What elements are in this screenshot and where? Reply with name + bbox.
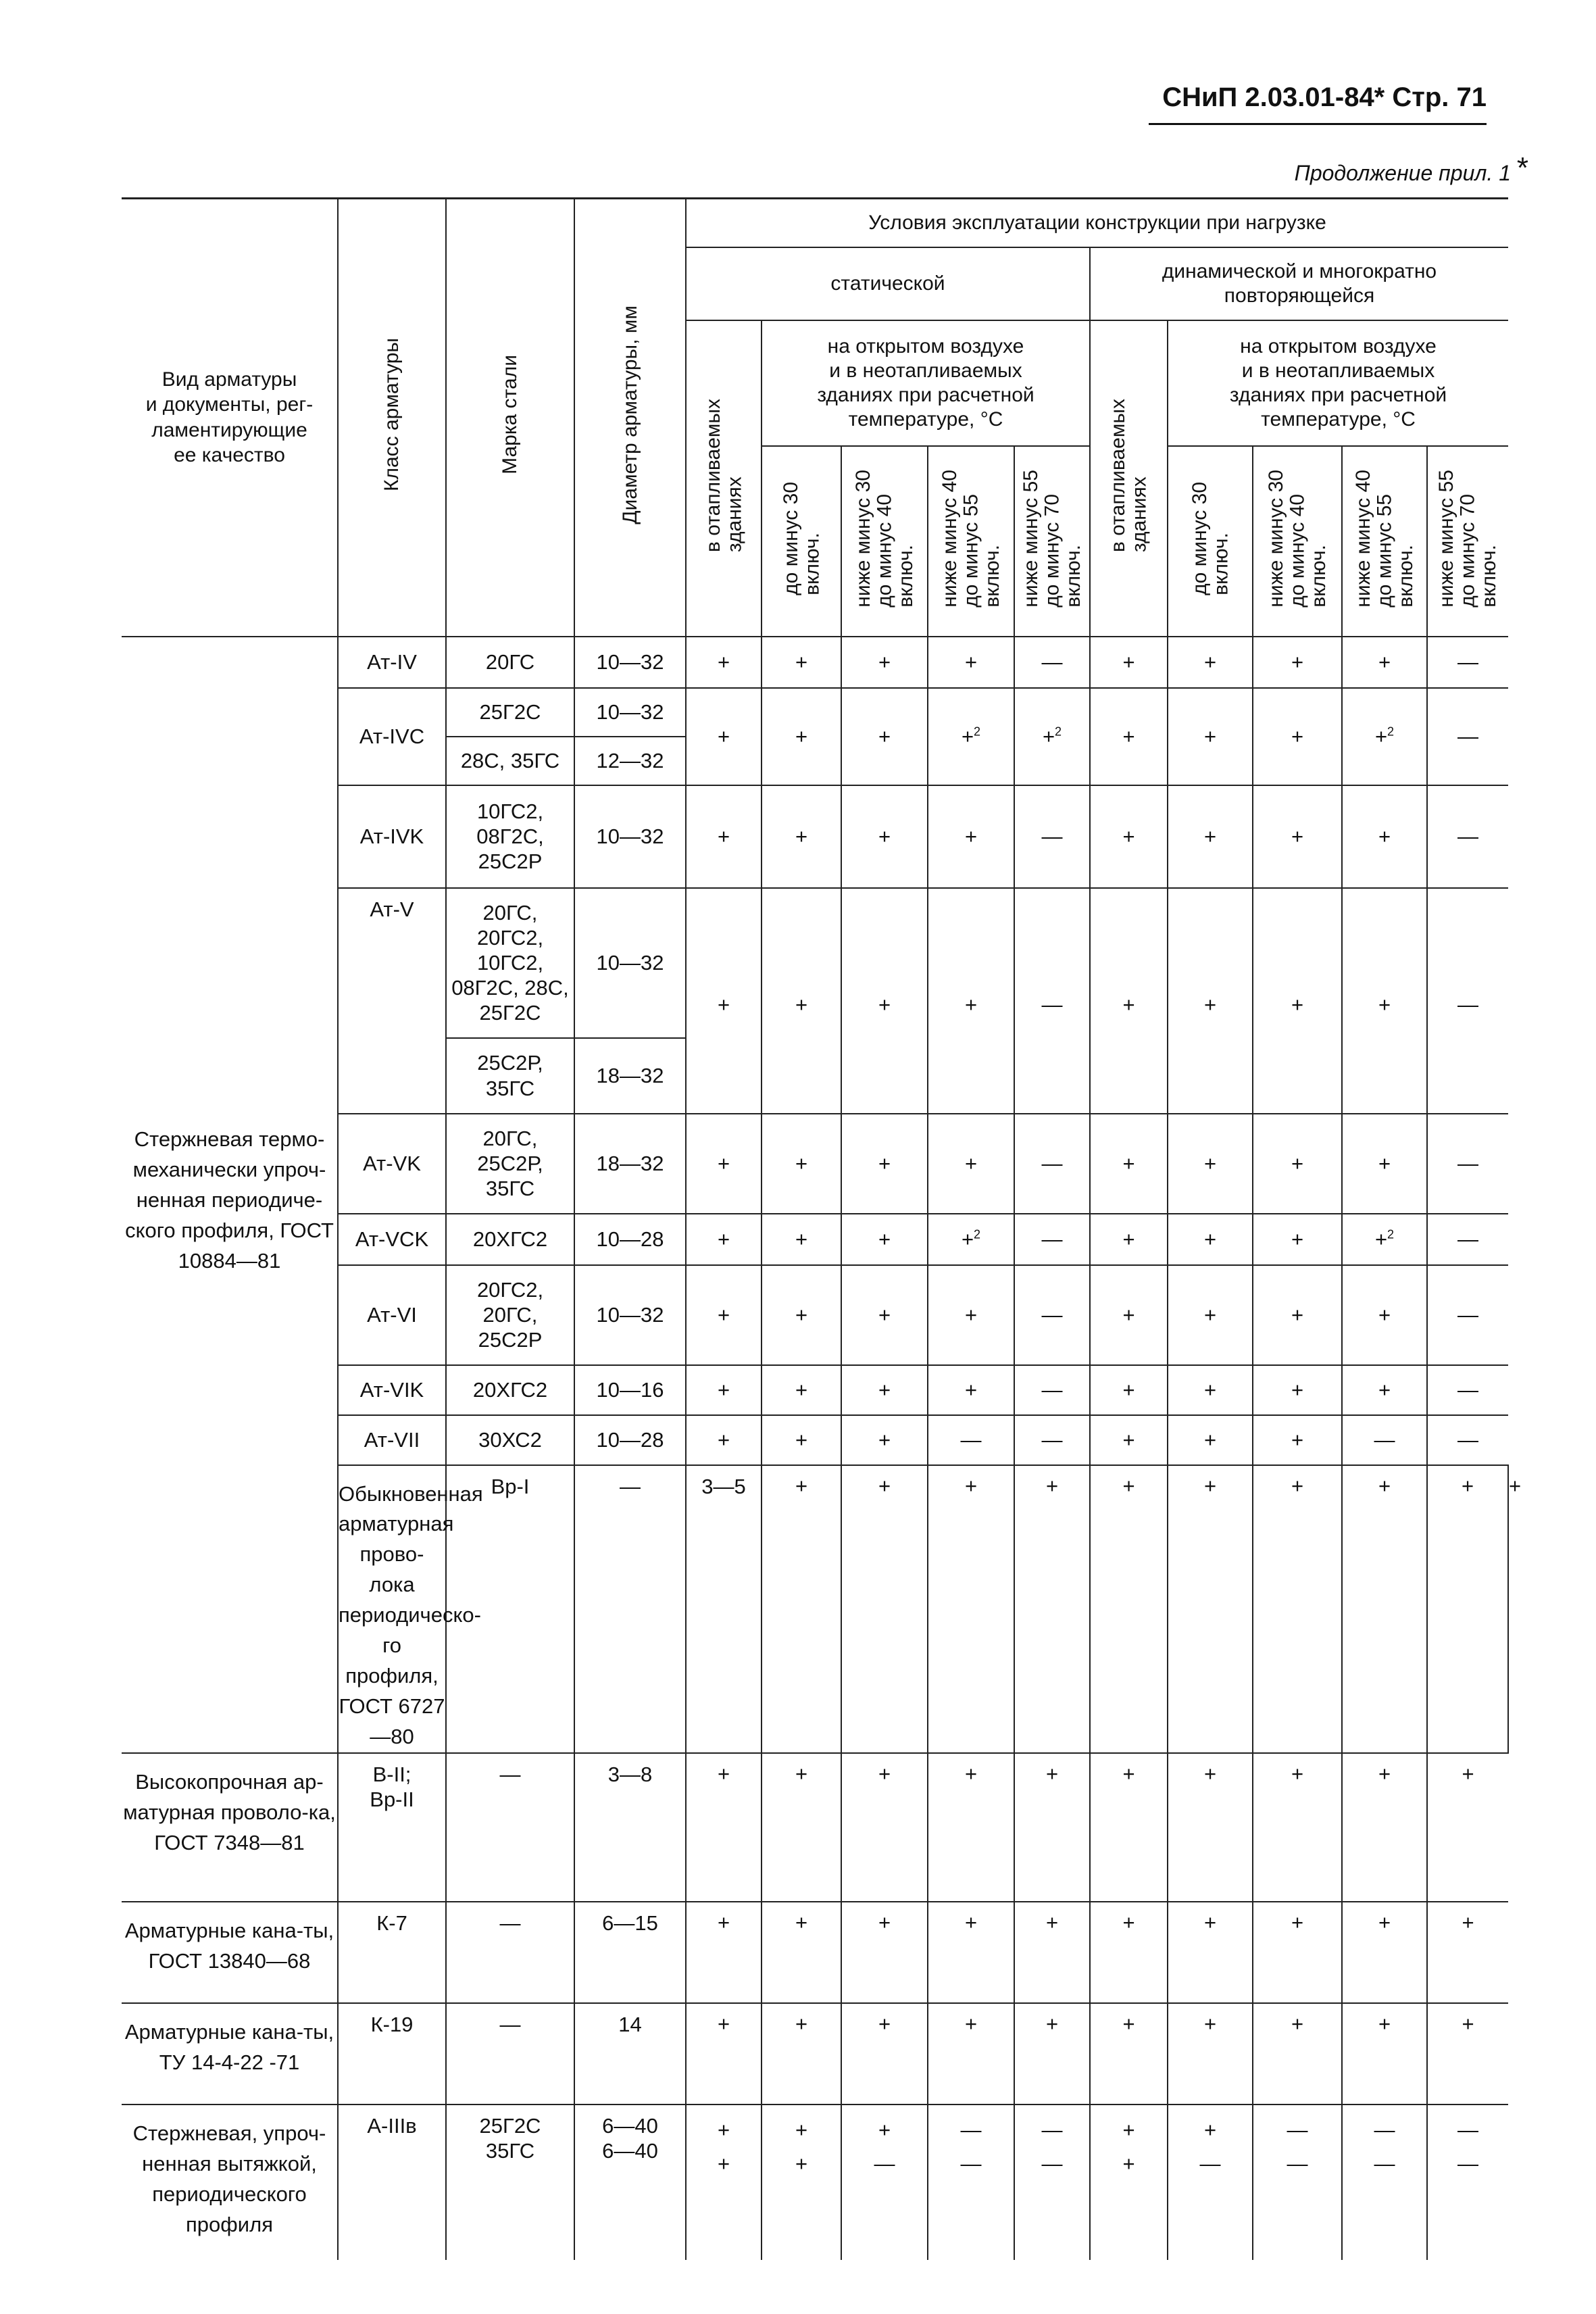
value-cell: +	[1090, 1265, 1168, 1365]
value-cell: +	[928, 785, 1014, 888]
value-cell: +	[686, 1415, 762, 1465]
value-cell: +	[841, 1214, 928, 1265]
value-cell: +	[1342, 2003, 1427, 2104]
value-cell: +	[1342, 1465, 1427, 1753]
temp-dynamic-1: до минус 30 включ.	[1168, 446, 1253, 637]
value-cell: —	[1427, 1415, 1508, 1465]
table-row	[122, 2104, 1508, 2260]
value-cell: +	[1253, 785, 1342, 888]
table-row	[122, 2003, 1508, 2104]
value-cell: + —	[1168, 2104, 1253, 2260]
grade-cell: 28С, 35ГС	[446, 737, 574, 785]
value-cell: + +	[686, 2104, 762, 2260]
value-cell: +	[1427, 1902, 1508, 2003]
value-cell: —	[1427, 1265, 1508, 1365]
value-cell: +	[1090, 1465, 1168, 1753]
table-row: Обыкновенная арматурная прово-лока периодическо-го профиля, ГОСТ 6727—80 Вр-I — 3—5 + + + + + + + + + +	[122, 1465, 1508, 1753]
value-cell: +	[762, 2003, 841, 2104]
col-class-header: Класс арматуры	[338, 199, 446, 637]
value-cell: +	[762, 888, 841, 1114]
class-cell: Ат-VII	[338, 1415, 446, 1465]
value-cell: +	[1014, 2003, 1090, 2104]
value-cell: +	[1253, 688, 1342, 785]
reinforcement-table	[122, 197, 1522, 2260]
value-cell: +	[1090, 2003, 1168, 2104]
grade-cell: 20ГС, 20ГС2, 10ГС2, 08Г2С, 28С, 25Г2С	[446, 888, 574, 1038]
value-cell: +	[1427, 1753, 1508, 1902]
class-cell: Ат-V	[338, 888, 446, 1114]
value-cell: +	[762, 1265, 841, 1365]
value-cell: +	[762, 1753, 841, 1902]
grade-cell: —	[446, 1753, 574, 1902]
value-cell: +	[1090, 785, 1168, 888]
value-cell: +	[762, 637, 841, 688]
value-cell: +	[1253, 637, 1342, 688]
diameter-cell: 10—32	[574, 688, 686, 737]
value-cell: +	[841, 1365, 928, 1415]
value-cell: — —	[1342, 2104, 1427, 2260]
value-cell: +	[1168, 785, 1253, 888]
value-cell: +	[686, 2003, 762, 2104]
grade-cell: 20ГС, 25С2Р, 35ГС	[446, 1114, 574, 1214]
value-cell: +	[1342, 1265, 1427, 1365]
value-cell: —	[1427, 688, 1508, 785]
value-cell: +	[928, 637, 1014, 688]
value-cell: +	[841, 1902, 928, 2003]
class-cell: К-7	[338, 1902, 446, 2003]
value-cell: +$^2$	[928, 1214, 1014, 1265]
value-cell: +	[1253, 1902, 1342, 2003]
temp-static-3: ниже минус 40 до минус 55 включ.	[928, 446, 1014, 637]
value-cell: +	[841, 785, 928, 888]
diameter-cell: 10—28	[574, 1415, 686, 1465]
group-desc: Стержневая термо-механически упроч-ненная периодиче-ского профиля, ГОСТ 10884—81	[122, 637, 338, 1753]
heated-static-header: в отапливаемых зданиях	[686, 320, 762, 637]
diameter-cell: 18—32	[574, 1038, 686, 1114]
diameter-cell: 3—8	[574, 1753, 686, 1902]
value-cell: +	[1090, 1214, 1168, 1265]
class-cell: Ат-VIK	[338, 1365, 446, 1415]
value-cell: +	[1090, 888, 1168, 1114]
value-cell: +	[762, 1214, 841, 1265]
value-cell: —	[1014, 1114, 1090, 1214]
grade-cell: 10ГС2, 08Г2С, 25С2Р	[446, 785, 574, 888]
outdoor-dynamic-header: на открытом воздухе и в неотапливаемых зданиях при расчетной температуре, °С	[1168, 320, 1508, 446]
value-cell: +	[1090, 1114, 1168, 1214]
class-cell: Ат-VCK	[338, 1214, 446, 1265]
value-cell: +	[841, 1114, 928, 1214]
value-cell: +	[686, 1365, 762, 1415]
value-cell: —	[1342, 1415, 1427, 1465]
value-cell: +	[1253, 888, 1342, 1114]
grade-cell: —	[574, 1465, 686, 1753]
value-cell: +	[686, 785, 762, 888]
value-cell: +$^2$	[1342, 688, 1427, 785]
temp-static-4: ниже минус 55 до минус 70 включ.	[1014, 446, 1090, 637]
value-cell: +	[1168, 1753, 1253, 1902]
value-cell: +	[1168, 1265, 1253, 1365]
table-row	[122, 1902, 1508, 2003]
value-cell: —	[1427, 888, 1508, 1114]
value-cell: +	[762, 1415, 841, 1465]
value-cell: +	[841, 1415, 928, 1465]
value-cell: — —	[1427, 2104, 1508, 2260]
value-cell: +	[1090, 1902, 1168, 2003]
grade-cell: 20ГС	[446, 637, 574, 688]
grade-cell: —	[446, 2003, 574, 2104]
group-desc: Арматурные кана-ты, ТУ 14-4-22 -71	[122, 2003, 338, 2104]
value-cell: +	[841, 637, 928, 688]
heated-dynamic-header: в отапливаемых зданиях	[1090, 320, 1168, 637]
class-cell: Ат-IVC	[338, 688, 446, 785]
value-cell: +	[1342, 1114, 1427, 1214]
value-cell: —	[1427, 1214, 1508, 1265]
diameter-cell: 10—28	[574, 1214, 686, 1265]
value-cell: +	[1168, 637, 1253, 688]
value-cell: —	[1427, 785, 1508, 888]
value-cell: +	[1014, 1753, 1090, 1902]
value-cell: +	[1253, 1465, 1342, 1753]
value-cell: +	[762, 1114, 841, 1214]
value-cell: +	[1168, 1214, 1253, 1265]
value-cell: +	[1168, 1902, 1253, 2003]
value-cell: +	[841, 1465, 928, 1753]
grade-cell: 20ХГС2	[446, 1214, 574, 1265]
value-cell: —	[1014, 1415, 1090, 1465]
group-desc: Арматурные кана-ты, ГОСТ 13840—68	[122, 1902, 338, 2003]
group-desc: Высокопрочная ар-матурная проволо-ка, ГОСТ 7348—81	[122, 1753, 338, 1902]
temp-dynamic-3: ниже минус 40 до минус 55 включ.	[1342, 446, 1427, 637]
value-cell: +	[1168, 1114, 1253, 1214]
value-cell: +	[1342, 637, 1427, 688]
grade-cell: 20ГС2, 20ГС, 25С2Р	[446, 1265, 574, 1365]
value-cell: —	[1427, 1114, 1508, 1214]
class-cell: К-19	[338, 2003, 446, 2104]
continuation-note: Продолжение прил. 1 *	[1294, 151, 1528, 185]
value-cell: +	[762, 1902, 841, 2003]
table-row	[122, 1753, 1508, 1902]
value-cell: +	[928, 1114, 1014, 1214]
conditions-header: Условия эксплуатации конструкции при нагрузке	[686, 199, 1508, 247]
value-cell: + +	[762, 2104, 841, 2260]
value-cell: +	[1168, 1365, 1253, 1415]
table-row	[122, 637, 1508, 688]
value-cell: +	[1090, 1365, 1168, 1415]
outdoor-static-header: на открытом воздухе и в неотапливаемых зданиях при расчетной температуре, °С	[762, 320, 1090, 446]
value-cell: +	[1427, 2003, 1508, 2104]
temp-static-2: ниже минус 30 до минус 40 включ.	[841, 446, 928, 637]
value-cell: +	[1342, 785, 1427, 888]
value-cell: +	[686, 637, 762, 688]
value-cell: +	[686, 688, 762, 785]
value-cell: + +	[1090, 2104, 1168, 2260]
value-cell: +	[928, 1465, 1014, 1753]
value-cell: — —	[1253, 2104, 1342, 2260]
class-cell: А-IIIв	[338, 2104, 446, 2260]
value-cell: +	[1014, 1902, 1090, 2003]
dynamic-header: динамической и многократно повторяющейся	[1090, 247, 1508, 320]
diameter-cell: 14	[574, 2003, 686, 2104]
class-cell: В-II; Вр-II	[338, 1753, 446, 1902]
value-cell: +	[1342, 1753, 1427, 1902]
value-cell: —	[928, 1415, 1014, 1465]
value-cell: —	[1014, 785, 1090, 888]
class-cell: Ат-VI	[338, 1265, 446, 1365]
value-cell: +	[1342, 1365, 1427, 1415]
value-cell: +	[928, 1265, 1014, 1365]
diameter-cell: 6—40 6—40	[574, 2104, 686, 2260]
value-cell: +	[1342, 1902, 1427, 2003]
value-cell: +	[762, 785, 841, 888]
value-cell: +	[1168, 888, 1253, 1114]
value-cell: +	[1090, 1415, 1168, 1465]
value-cell: +	[686, 1265, 762, 1365]
value-cell: +	[1168, 2003, 1253, 2104]
value-cell: +	[928, 1753, 1014, 1902]
temp-dynamic-2: ниже минус 30 до минус 40 включ.	[1253, 446, 1342, 637]
value-cell: +	[928, 1365, 1014, 1415]
value-cell: +$^2$	[1342, 1214, 1427, 1265]
value-cell: +	[928, 2003, 1014, 2104]
temp-dynamic-4: ниже минус 55 до минус 70 включ.	[1427, 446, 1508, 637]
col-desc-header: Вид арматуры и документы, рег- ламентирующие ее качество	[122, 199, 338, 637]
value-cell: +	[841, 1265, 928, 1365]
col-grade-header: Марка стали	[446, 199, 574, 637]
value-cell: —	[1014, 888, 1090, 1114]
value-cell: +	[1090, 637, 1168, 688]
value-cell: +	[686, 1902, 762, 2003]
diameter-cell: 10—32	[574, 637, 686, 688]
value-cell: +	[686, 1214, 762, 1265]
value-cell: +	[1253, 1415, 1342, 1465]
diameter-cell: 6—15	[574, 1902, 686, 2003]
value-cell: — —	[1014, 2104, 1090, 2260]
value-cell: + —	[841, 2104, 928, 2260]
value-cell: +	[1090, 688, 1168, 785]
value-cell: —	[1014, 1365, 1090, 1415]
value-cell: +	[1168, 688, 1253, 785]
value-cell: +	[1342, 888, 1427, 1114]
diameter-cell: 10—32	[574, 888, 686, 1038]
grade-cell: 30ХС2	[446, 1415, 574, 1465]
static-header: статической	[686, 247, 1090, 320]
grade-cell: —	[446, 1902, 574, 2003]
value-cell: +$^2$	[928, 688, 1014, 785]
value-cell: +	[1253, 2003, 1342, 2104]
grade-cell: 20ХГС2	[446, 1365, 574, 1415]
value-cell: —	[1427, 1365, 1508, 1415]
col-diameter-header: Диаметр арматуры, мм	[574, 199, 686, 637]
value-cell: +	[762, 688, 841, 785]
value-cell: —	[1427, 637, 1508, 688]
value-cell: +	[686, 1114, 762, 1214]
value-cell: +	[1253, 1265, 1342, 1365]
value-cell: —	[1014, 1265, 1090, 1365]
diameter-cell: 10—32	[574, 1265, 686, 1365]
class-cell: Вр-I	[446, 1465, 574, 1753]
value-cell: +	[1014, 1465, 1090, 1753]
value-cell: +	[841, 688, 928, 785]
value-cell: — —	[928, 2104, 1014, 2260]
value-cell: +	[762, 1365, 841, 1415]
class-cell: Ат-IVK	[338, 785, 446, 888]
value-cell: +	[1253, 1214, 1342, 1265]
value-cell: +	[1253, 1365, 1342, 1415]
value-cell: +	[1168, 1415, 1253, 1465]
diameter-cell: 10—16	[574, 1365, 686, 1415]
grade-cell: 25Г2С 35ГС	[446, 2104, 574, 2260]
value-cell: +	[841, 2003, 928, 2104]
page-header: СНиП 2.03.01-84* Стр. 71	[1149, 82, 1487, 125]
group-desc: Стержневая, упроч-ненная вытяжкой, периодического профиля	[122, 2104, 338, 2260]
grade-cell: 25С2Р, 35ГС	[446, 1038, 574, 1114]
value-cell: +	[928, 888, 1014, 1114]
value-cell: +	[686, 888, 762, 1114]
value-cell: +	[1253, 1114, 1342, 1214]
value-cell: +	[928, 1902, 1014, 2003]
diameter-cell: 3—5	[686, 1465, 762, 1753]
temp-static-1: до минус 30 включ.	[762, 446, 841, 637]
value-cell: —	[1014, 1214, 1090, 1265]
asterisk-mark: *	[1516, 151, 1528, 184]
value-cell: +	[686, 1753, 762, 1902]
value-cell: +	[762, 1465, 841, 1753]
value-cell: +	[841, 1753, 928, 1902]
value-cell: +	[1168, 1465, 1253, 1753]
class-cell: Ат-IV	[338, 637, 446, 688]
diameter-cell: 10—32	[574, 785, 686, 888]
value-cell: +	[841, 888, 928, 1114]
class-cell: Ат-VK	[338, 1114, 446, 1214]
diameter-cell: 18—32	[574, 1114, 686, 1214]
diameter-cell: 12—32	[574, 737, 686, 785]
value-cell: +$^2$	[1014, 688, 1090, 785]
value-cell: +	[1090, 1753, 1168, 1902]
group-desc: Обыкновенная арматурная прово-лока периодическо-го профиля, ГОСТ 6727—80	[338, 1465, 446, 1753]
grade-cell: 25Г2С	[446, 688, 574, 737]
value-cell: +	[1253, 1753, 1342, 1902]
value-cell: —	[1014, 637, 1090, 688]
value-cell: +	[1427, 1465, 1508, 1753]
